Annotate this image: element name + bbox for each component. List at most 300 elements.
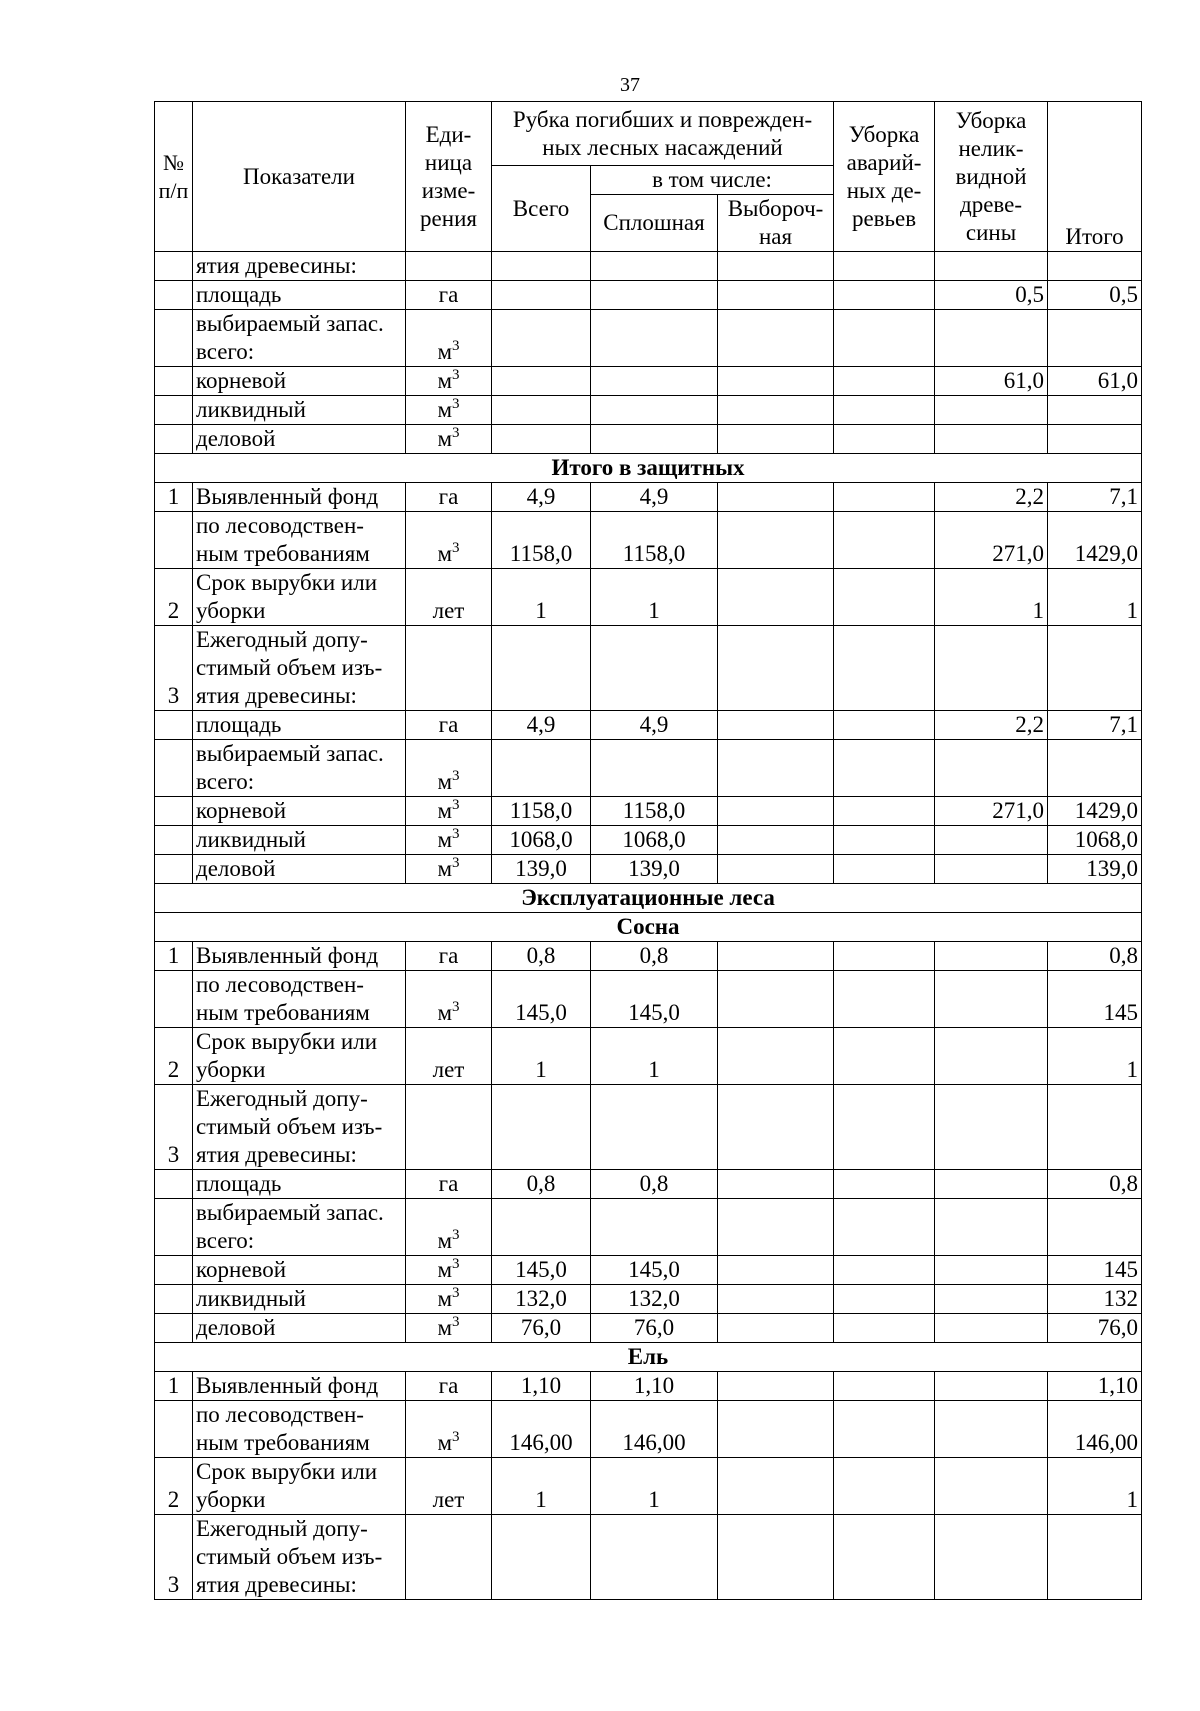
value-total: 146,00	[492, 1401, 591, 1458]
value-emergency	[834, 367, 935, 396]
value-selective	[718, 1028, 834, 1085]
row-unit	[406, 252, 492, 281]
table-row	[155, 855, 1142, 884]
row-label: Выявленный фонд	[193, 1372, 406, 1401]
unit-text: м	[437, 1228, 453, 1253]
row-unit	[406, 1372, 492, 1401]
value-sum	[1048, 626, 1142, 711]
value-total	[492, 367, 591, 396]
row-number: 1	[155, 483, 193, 512]
row-number	[155, 396, 193, 425]
value-clear: 1158,0	[591, 797, 718, 826]
value-sum	[1048, 310, 1142, 367]
value-sum: 1068,0	[1048, 826, 1142, 855]
row-number	[155, 281, 193, 310]
value-sum: 145	[1048, 971, 1142, 1028]
section-row	[155, 1343, 1142, 1372]
row-unit	[406, 1515, 492, 1600]
value-total: 1	[492, 1028, 591, 1085]
value-selective	[718, 1085, 834, 1170]
value-clear: 132,0	[591, 1285, 718, 1314]
unit-exponent: 3	[452, 768, 460, 784]
header-sum: Итого	[1048, 102, 1142, 252]
value-selective	[718, 310, 834, 367]
value-emergency	[834, 1458, 935, 1515]
value-sum: 0,8	[1048, 1170, 1142, 1199]
unit-text: м	[437, 856, 453, 881]
header-felling-group: Рубка погибших и поврежден-ных лесных насаждений	[492, 102, 834, 166]
table-row	[155, 740, 1142, 797]
row-number	[155, 367, 193, 396]
value-selective	[718, 711, 834, 740]
row-label: деловой	[193, 1314, 406, 1343]
value-emergency	[834, 626, 935, 711]
value-emergency	[834, 310, 935, 367]
table-row	[155, 512, 1142, 569]
unit-exponent: 3	[452, 1256, 460, 1272]
value-total: 1	[492, 569, 591, 626]
value-sum: 1429,0	[1048, 797, 1142, 826]
unit-text: м	[437, 769, 453, 794]
value-emergency	[834, 1285, 935, 1314]
value-emergency	[834, 1170, 935, 1199]
value-emergency	[834, 711, 935, 740]
value-illiquid	[935, 1199, 1048, 1256]
value-emergency	[834, 797, 935, 826]
value-illiquid: 2,2	[935, 711, 1048, 740]
row-label: по лесоводствен-ным требованиям	[193, 512, 406, 569]
table-row	[155, 1085, 1142, 1170]
unit-text: лет	[432, 1487, 465, 1512]
value-illiquid	[935, 1458, 1048, 1515]
table-row	[155, 425, 1142, 454]
unit-exponent: 3	[452, 1227, 460, 1243]
unit-text: м	[437, 541, 453, 566]
table-row	[155, 1199, 1142, 1256]
row-number	[155, 711, 193, 740]
row-unit	[406, 826, 492, 855]
value-sum: 7,1	[1048, 483, 1142, 512]
value-emergency	[834, 425, 935, 454]
row-unit	[406, 281, 492, 310]
value-total: 1158,0	[492, 797, 591, 826]
table-row	[155, 1401, 1142, 1458]
value-clear	[591, 396, 718, 425]
unit-text: га	[438, 282, 459, 307]
value-sum	[1048, 252, 1142, 281]
table-row	[155, 1285, 1142, 1314]
value-emergency	[834, 1401, 935, 1458]
value-selective	[718, 1458, 834, 1515]
value-illiquid	[935, 396, 1048, 425]
row-unit	[406, 1401, 492, 1458]
value-clear: 1	[591, 1028, 718, 1085]
row-unit	[406, 483, 492, 512]
value-illiquid	[935, 971, 1048, 1028]
value-selective	[718, 281, 834, 310]
row-unit	[406, 569, 492, 626]
value-emergency	[834, 483, 935, 512]
row-unit	[406, 740, 492, 797]
value-selective	[718, 855, 834, 884]
unit-text: лет	[432, 1057, 465, 1082]
row-label: по лесоводствен-ным требованиям	[193, 1401, 406, 1458]
row-label: ликвидный	[193, 1285, 406, 1314]
unit-text: га	[438, 1373, 459, 1398]
value-illiquid	[935, 425, 1048, 454]
unit-exponent: 3	[452, 540, 460, 556]
value-clear: 1	[591, 1458, 718, 1515]
value-selective	[718, 367, 834, 396]
value-sum: 76,0	[1048, 1314, 1142, 1343]
value-clear	[591, 1515, 718, 1600]
value-emergency	[834, 740, 935, 797]
value-selective	[718, 1199, 834, 1256]
value-total: 132,0	[492, 1285, 591, 1314]
value-clear: 145,0	[591, 971, 718, 1028]
row-number: 2	[155, 1028, 193, 1085]
value-sum	[1048, 1199, 1142, 1256]
unit-exponent: 3	[452, 1285, 460, 1301]
unit-exponent: 3	[452, 425, 460, 441]
value-emergency	[834, 855, 935, 884]
unit-text: м	[437, 339, 453, 364]
row-unit	[406, 396, 492, 425]
row-label: ликвидный	[193, 396, 406, 425]
value-sum: 0,5	[1048, 281, 1142, 310]
value-illiquid: 1	[935, 569, 1048, 626]
value-emergency	[834, 1515, 935, 1600]
value-selective	[718, 740, 834, 797]
row-number	[155, 797, 193, 826]
row-label: Срок вырубки или уборки	[193, 569, 406, 626]
value-clear	[591, 367, 718, 396]
value-emergency	[834, 971, 935, 1028]
value-selective	[718, 512, 834, 569]
value-illiquid	[935, 740, 1048, 797]
value-illiquid	[935, 942, 1048, 971]
value-illiquid	[935, 1085, 1048, 1170]
value-sum: 1	[1048, 1028, 1142, 1085]
value-clear: 1068,0	[591, 826, 718, 855]
value-selective	[718, 626, 834, 711]
value-illiquid	[935, 1285, 1048, 1314]
value-clear: 1,10	[591, 1372, 718, 1401]
value-clear	[591, 740, 718, 797]
row-number: 2	[155, 1458, 193, 1515]
value-illiquid: 271,0	[935, 512, 1048, 569]
value-total: 1,10	[492, 1372, 591, 1401]
value-illiquid: 0,5	[935, 281, 1048, 310]
value-selective	[718, 797, 834, 826]
unit-text: м	[437, 426, 453, 451]
row-label: выбираемый запас. всего:	[193, 740, 406, 797]
value-sum	[1048, 1515, 1142, 1600]
unit-text: лет	[432, 598, 465, 623]
row-label: площадь	[193, 711, 406, 740]
unit-exponent: 3	[452, 1429, 460, 1445]
value-emergency	[834, 1314, 935, 1343]
value-selective	[718, 569, 834, 626]
table-row	[155, 281, 1142, 310]
unit-text: м	[437, 1286, 453, 1311]
row-number	[155, 310, 193, 367]
value-illiquid	[935, 1256, 1048, 1285]
value-emergency	[834, 1085, 935, 1170]
row-number	[155, 740, 193, 797]
value-emergency	[834, 1256, 935, 1285]
value-total: 145,0	[492, 971, 591, 1028]
unit-text: м	[437, 798, 453, 823]
section-row	[155, 454, 1142, 483]
value-sum: 0,8	[1048, 942, 1142, 971]
row-number	[155, 1256, 193, 1285]
row-number	[155, 1401, 193, 1458]
value-sum	[1048, 1085, 1142, 1170]
value-clear	[591, 626, 718, 711]
table-row	[155, 826, 1142, 855]
unit-exponent: 3	[452, 999, 460, 1015]
value-total	[492, 626, 591, 711]
value-selective	[718, 1285, 834, 1314]
value-selective	[718, 483, 834, 512]
row-label: Ежегодный допу-стимый объем изъ-ятия древесины:	[193, 1085, 406, 1170]
value-emergency	[834, 396, 935, 425]
value-illiquid: 61,0	[935, 367, 1048, 396]
value-sum: 1	[1048, 1458, 1142, 1515]
value-emergency	[834, 826, 935, 855]
value-total	[492, 1085, 591, 1170]
value-illiquid: 2,2	[935, 483, 1048, 512]
row-label: площадь	[193, 281, 406, 310]
row-label: Ежегодный допу-стимый объем изъ-ятия древесины:	[193, 1515, 406, 1600]
value-sum: 61,0	[1048, 367, 1142, 396]
header-selective: Выбороч-ная	[718, 195, 834, 252]
section-title: Ель	[155, 1343, 1142, 1372]
unit-text: м	[437, 1315, 453, 1340]
value-sum	[1048, 740, 1142, 797]
table-row	[155, 252, 1142, 281]
value-sum: 7,1	[1048, 711, 1142, 740]
unit-exponent: 3	[452, 367, 460, 383]
value-clear: 0,8	[591, 1170, 718, 1199]
row-number	[155, 855, 193, 884]
row-label: по лесоводствен-ным требованиям	[193, 971, 406, 1028]
value-emergency	[834, 942, 935, 971]
table-row	[155, 1314, 1142, 1343]
row-label: ятия древесины:	[193, 252, 406, 281]
section-row	[155, 884, 1142, 913]
value-total: 145,0	[492, 1256, 591, 1285]
row-number	[155, 1170, 193, 1199]
value-sum: 139,0	[1048, 855, 1142, 884]
value-selective	[718, 1515, 834, 1600]
section-row	[155, 913, 1142, 942]
value-sum: 1	[1048, 569, 1142, 626]
row-unit	[406, 1256, 492, 1285]
unit-text: м	[437, 368, 453, 393]
unit-exponent: 3	[452, 1314, 460, 1330]
value-illiquid	[935, 252, 1048, 281]
value-total	[492, 281, 591, 310]
unit-text: га	[438, 484, 459, 509]
row-label: Выявленный фонд	[193, 942, 406, 971]
value-clear: 1158,0	[591, 512, 718, 569]
table-row	[155, 310, 1142, 367]
forest-harvest-table	[154, 101, 1142, 1600]
row-label: корневой	[193, 367, 406, 396]
table-row	[155, 396, 1142, 425]
row-label: Срок вырубки или уборки	[193, 1028, 406, 1085]
row-label: выбираемый запас. всего:	[193, 1199, 406, 1256]
unit-text: м	[437, 827, 453, 852]
header-illiquid: Уборка нелик-видной древе-сины	[935, 102, 1048, 252]
table-row	[155, 942, 1142, 971]
value-total: 1	[492, 1458, 591, 1515]
value-selective	[718, 1170, 834, 1199]
value-sum: 1,10	[1048, 1372, 1142, 1401]
value-illiquid	[935, 1028, 1048, 1085]
row-number: 3	[155, 626, 193, 711]
value-selective	[718, 425, 834, 454]
value-emergency	[834, 569, 935, 626]
row-unit	[406, 855, 492, 884]
unit-text: м	[437, 1000, 453, 1025]
table-row	[155, 797, 1142, 826]
value-emergency	[834, 1372, 935, 1401]
row-number	[155, 826, 193, 855]
value-illiquid	[935, 855, 1048, 884]
row-label: Выявленный фонд	[193, 483, 406, 512]
row-label: выбираемый запас. всего:	[193, 310, 406, 367]
forest-table-container	[154, 101, 1141, 1600]
value-selective	[718, 971, 834, 1028]
row-unit	[406, 1458, 492, 1515]
value-sum: 145	[1048, 1256, 1142, 1285]
page-number: 37	[620, 74, 640, 96]
header-indicators: Показатели	[193, 102, 406, 252]
value-total	[492, 1515, 591, 1600]
unit-exponent: 3	[452, 855, 460, 871]
value-clear	[591, 1199, 718, 1256]
row-unit	[406, 1314, 492, 1343]
value-sum: 132	[1048, 1285, 1142, 1314]
section-title: Итого в защитных	[155, 454, 1142, 483]
row-unit	[406, 1028, 492, 1085]
unit-text: га	[438, 943, 459, 968]
header-clear: Сплошная	[591, 195, 718, 252]
value-selective	[718, 826, 834, 855]
value-emergency	[834, 1028, 935, 1085]
value-selective	[718, 1372, 834, 1401]
value-illiquid	[935, 1170, 1048, 1199]
table-row	[155, 569, 1142, 626]
value-illiquid: 271,0	[935, 797, 1048, 826]
row-number: 1	[155, 1372, 193, 1401]
row-unit	[406, 367, 492, 396]
value-clear: 1	[591, 569, 718, 626]
value-clear: 76,0	[591, 1314, 718, 1343]
row-unit	[406, 797, 492, 826]
unit-exponent: 3	[452, 797, 460, 813]
table-row	[155, 483, 1142, 512]
table-row	[155, 971, 1142, 1028]
header-emergency: Уборка аварий-ных де-ревьев	[834, 102, 935, 252]
header-total: Всего	[492, 166, 591, 252]
value-emergency	[834, 1199, 935, 1256]
table-row	[155, 1256, 1142, 1285]
unit-exponent: 3	[452, 338, 460, 354]
row-unit	[406, 971, 492, 1028]
section-title: Эксплуатационные леса	[155, 884, 1142, 913]
row-label: ликвидный	[193, 826, 406, 855]
row-unit	[406, 512, 492, 569]
value-selective	[718, 396, 834, 425]
value-emergency	[834, 512, 935, 569]
value-clear: 0,8	[591, 942, 718, 971]
value-clear	[591, 425, 718, 454]
row-label: деловой	[193, 425, 406, 454]
value-total	[492, 310, 591, 367]
row-unit	[406, 942, 492, 971]
row-unit	[406, 425, 492, 454]
value-illiquid	[935, 1401, 1048, 1458]
row-label: площадь	[193, 1170, 406, 1199]
value-illiquid	[935, 310, 1048, 367]
value-clear	[591, 281, 718, 310]
value-total: 4,9	[492, 483, 591, 512]
row-number: 3	[155, 1085, 193, 1170]
value-emergency	[834, 281, 935, 310]
value-selective	[718, 1314, 834, 1343]
value-selective	[718, 252, 834, 281]
value-sum	[1048, 396, 1142, 425]
value-selective	[718, 1256, 834, 1285]
value-emergency	[834, 252, 935, 281]
unit-text: м	[437, 1430, 453, 1455]
value-total	[492, 425, 591, 454]
row-unit	[406, 1285, 492, 1314]
value-total: 76,0	[492, 1314, 591, 1343]
table-body	[155, 252, 1142, 1600]
row-unit	[406, 711, 492, 740]
row-label: деловой	[193, 855, 406, 884]
unit-text: м	[437, 1257, 453, 1282]
table-row	[155, 1170, 1142, 1199]
value-illiquid	[935, 1372, 1048, 1401]
row-label: Срок вырубки или уборки	[193, 1458, 406, 1515]
row-number: 3	[155, 1515, 193, 1600]
table-row	[155, 626, 1142, 711]
row-number	[155, 1314, 193, 1343]
table-row	[155, 1028, 1142, 1085]
row-label: Ежегодный допу-стимый объем изъ-ятия древесины:	[193, 626, 406, 711]
row-unit	[406, 1085, 492, 1170]
value-sum: 146,00	[1048, 1401, 1142, 1458]
table-row	[155, 1458, 1142, 1515]
value-clear	[591, 252, 718, 281]
unit-text: га	[438, 1171, 459, 1196]
value-illiquid	[935, 826, 1048, 855]
value-sum	[1048, 425, 1142, 454]
row-label: корневой	[193, 797, 406, 826]
value-total: 1068,0	[492, 826, 591, 855]
row-number	[155, 971, 193, 1028]
value-clear	[591, 310, 718, 367]
value-clear: 4,9	[591, 711, 718, 740]
value-clear: 4,9	[591, 483, 718, 512]
table-row	[155, 711, 1142, 740]
